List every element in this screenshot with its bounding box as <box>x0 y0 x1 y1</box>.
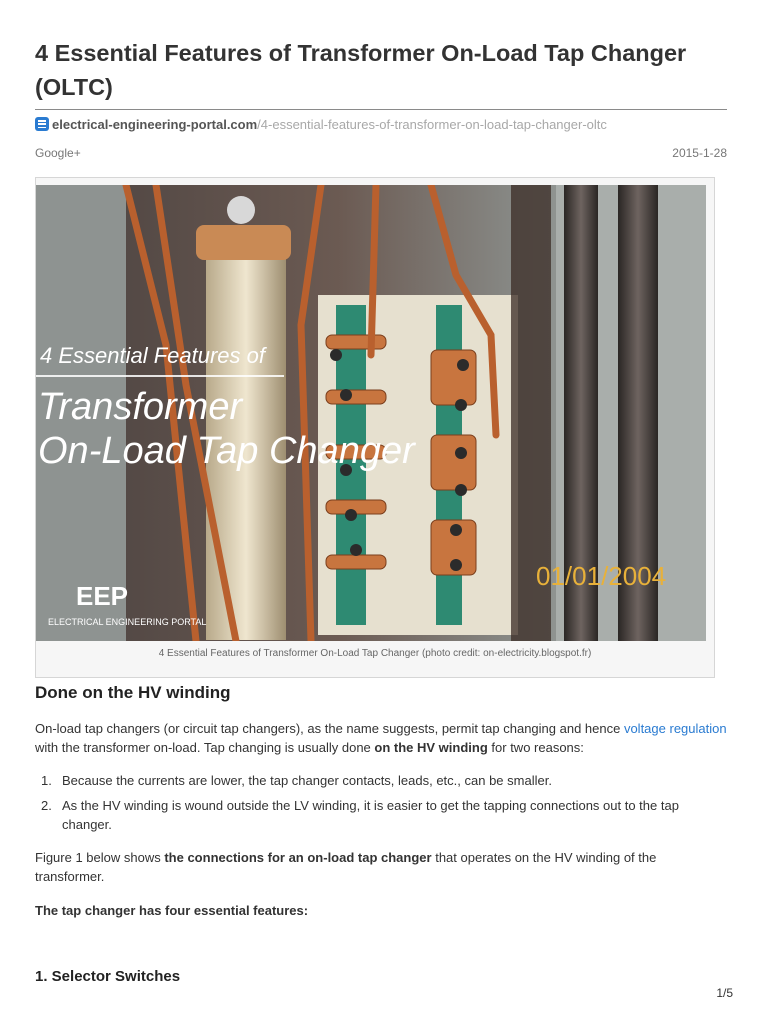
overlay-line-2: Transformer <box>38 386 243 428</box>
overlay-line-1: 4 Essential Features of <box>40 343 266 368</box>
section-heading-selector-switches: 1. Selector Switches <box>35 968 181 985</box>
source-path-link[interactable]: /4-essential-features-of-transformer-on-load-tap-changer-oltc <box>257 117 607 132</box>
section-heading-hv-winding: Done on the HV winding <box>35 683 231 702</box>
article-title: 4 Essential Features of Transformer On-Load Tap Changer (OLTC) <box>35 40 687 100</box>
page-number: 1/5 <box>716 986 733 1000</box>
site-favicon-icon <box>35 117 49 131</box>
intro-text-a: On-load tap changers (or circuit tap changers), as the name suggests, permit tap changing and hence <box>35 721 624 736</box>
list-text: As the HV winding is wound outside the LV winding, it is easier to get the tapping connections out to the tap changer. <box>62 798 679 832</box>
voltage-regulation-link[interactable]: voltage regulation <box>623 721 727 736</box>
figure-caption: 4 Essential Features of Transformer On-Load Tap Changer (photo credit: on-electricity.blogspot.fr) <box>158 648 592 659</box>
list-text: Because the currents are lower, the tap changer contacts, leads, etc., can be smaller. <box>62 773 552 788</box>
intro-paragraph <box>35 719 727 757</box>
features-lead: The tap changer has four essential features: <box>35 903 309 918</box>
figure-text-b: that operates on the HV winding of the transformer. <box>35 850 657 884</box>
list-number: 2. <box>41 798 52 813</box>
intro-text-c: for two reasons: <box>487 740 584 755</box>
meta-row <box>35 146 727 160</box>
photo-date-stamp: 01/01/2004 <box>536 561 667 591</box>
intro-text-b: with the transformer on-load. Tap changing is usually done <box>35 740 375 755</box>
list-item <box>35 796 727 834</box>
reasons-list <box>35 771 727 840</box>
share-label: Google+ <box>35 146 81 160</box>
list-number: 1. <box>41 773 52 788</box>
logo-text: EEP <box>76 581 129 611</box>
logo-subtext: ELECTRICAL ENGINEERING PORTAL <box>48 617 207 627</box>
overlay-line-3: On-Load Tap Changer <box>38 430 415 472</box>
figure-bold: the connections for an on-load tap changer <box>164 850 432 865</box>
publish-date: 2015-1-28 <box>672 146 727 160</box>
intro-bold: on the HV winding <box>374 740 488 755</box>
featured-photo <box>36 185 706 641</box>
figure-text-a: Figure 1 below shows <box>35 850 165 865</box>
source-domain-link[interactable]: electrical-engineering-portal.com <box>52 117 258 132</box>
list-item <box>35 771 727 790</box>
source-line <box>35 116 607 134</box>
figure-paragraph <box>35 848 727 886</box>
title-divider <box>35 109 727 110</box>
figure <box>35 177 715 678</box>
